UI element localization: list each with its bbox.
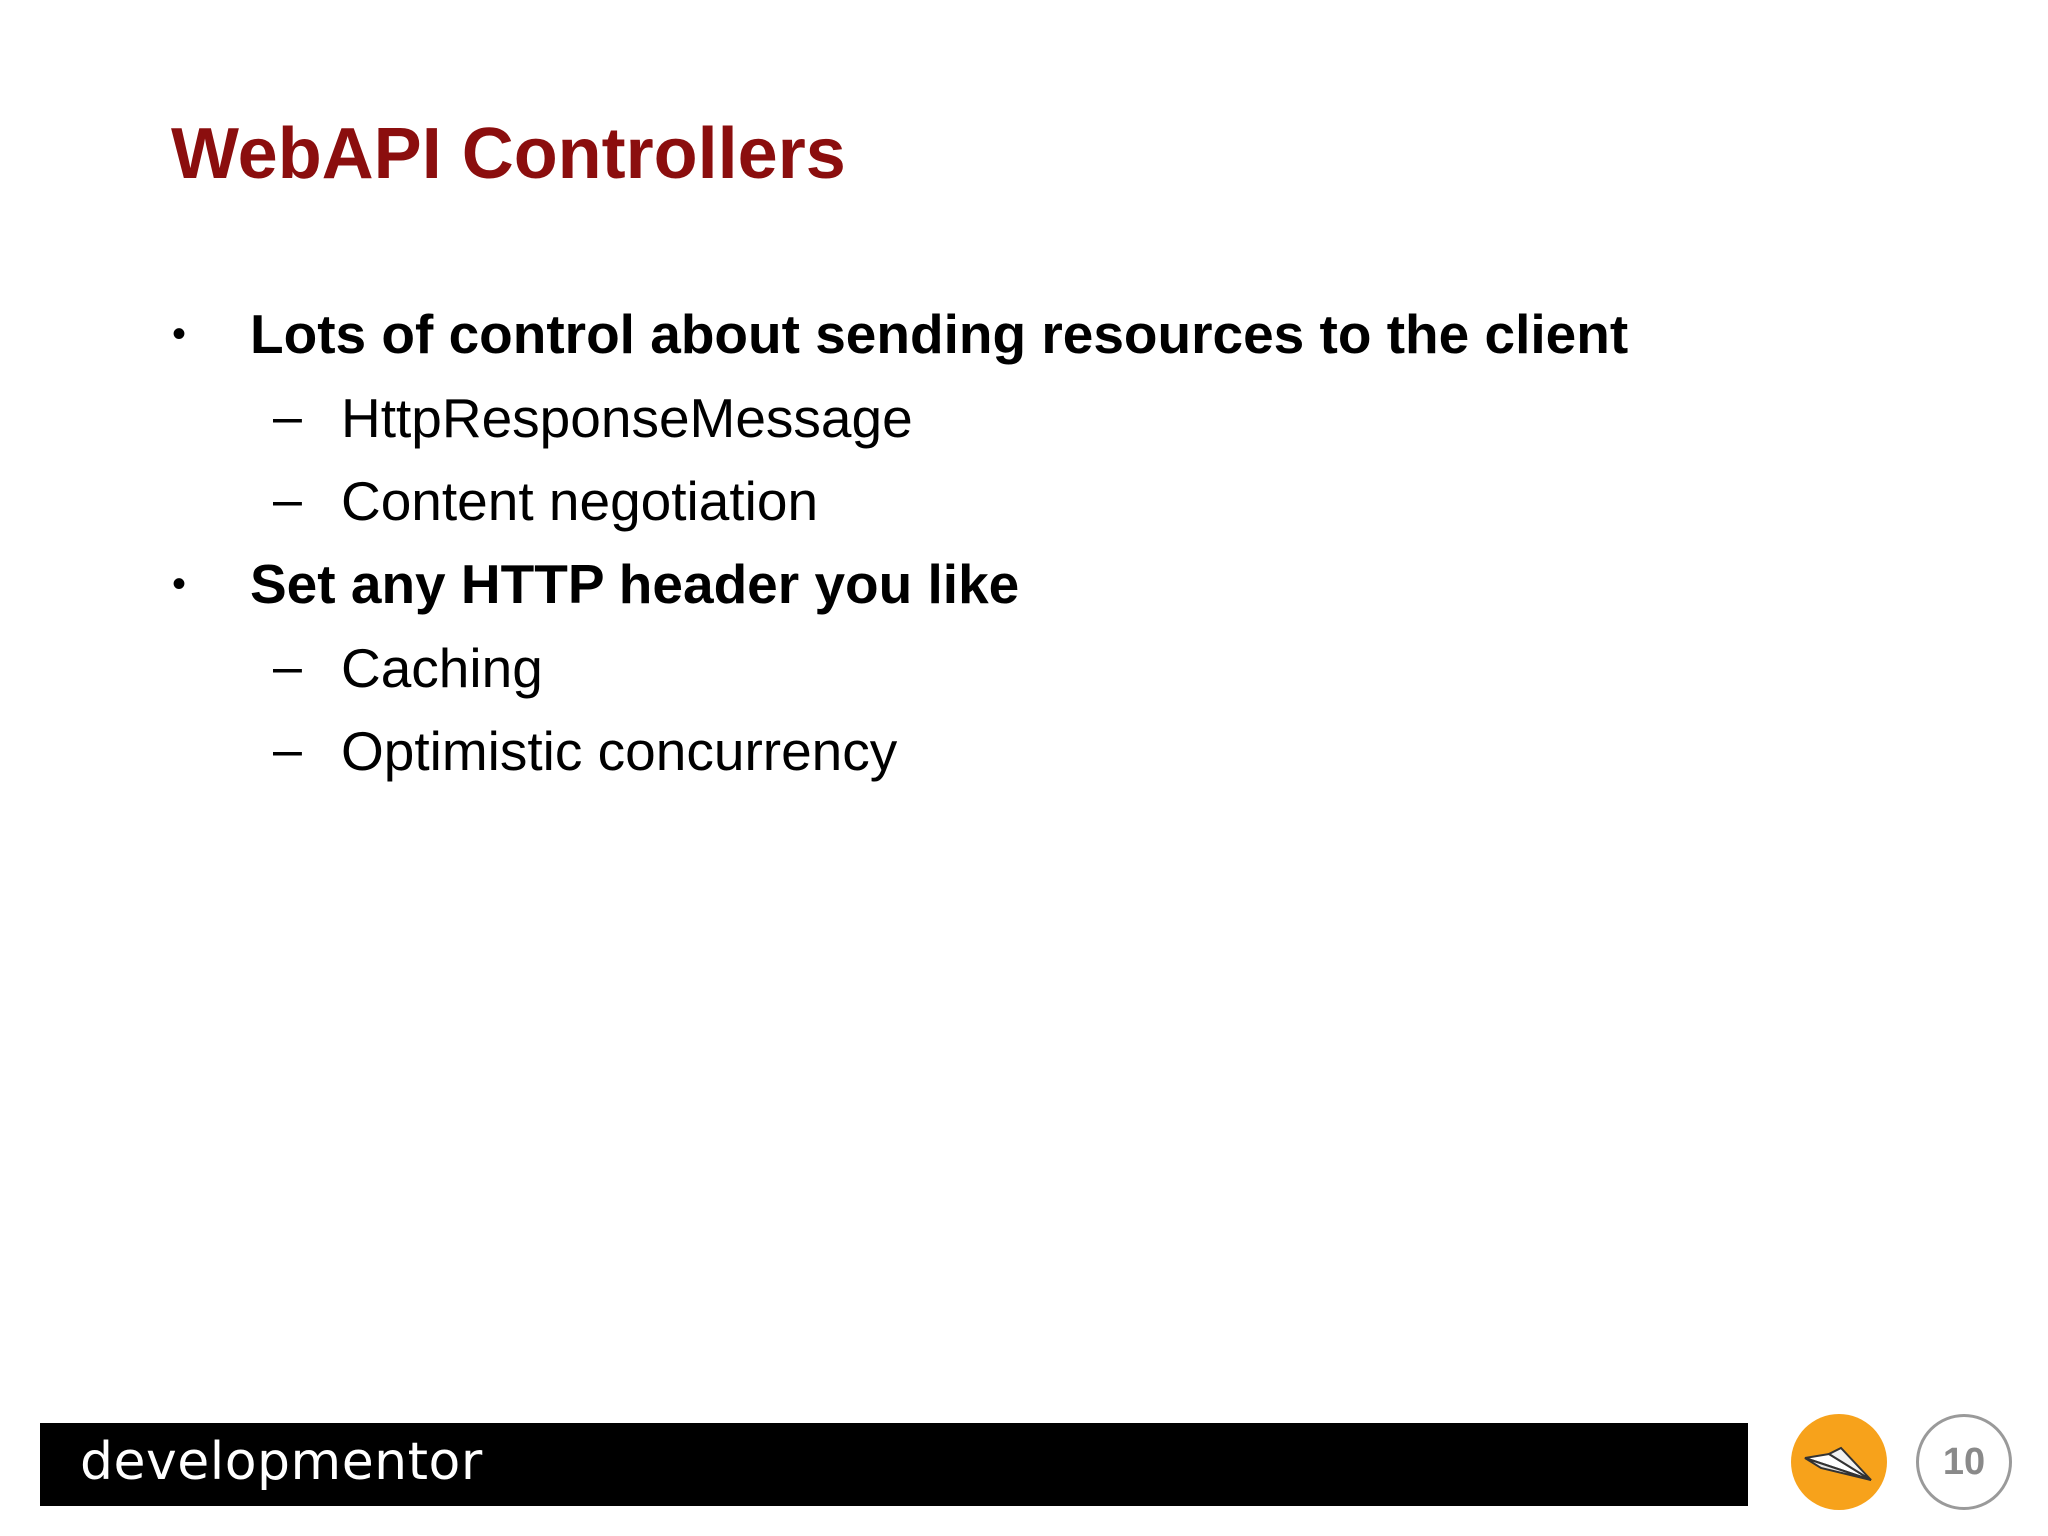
sub-bullet-text: Optimistic concurrency	[341, 720, 898, 782]
sub-bullet-marker: –	[273, 471, 302, 529]
sub-bullet-marker: –	[273, 388, 302, 446]
page-number: 10	[1916, 1414, 2012, 1510]
bullet-text: Set any HTTP header you like	[250, 553, 1020, 615]
footer-bar	[40, 1423, 1748, 1506]
sub-bullet-marker: –	[273, 638, 302, 696]
bullet-text: Lots of control about sending resources to the client	[250, 303, 1629, 365]
bullet-marker: •	[172, 562, 187, 606]
bullet-marker: •	[172, 312, 187, 356]
brand-name: developmentor	[80, 1432, 483, 1492]
sub-bullet-marker: –	[273, 721, 302, 779]
sub-bullet-text: Content negotiation	[341, 470, 819, 532]
sub-bullet-text: HttpResponseMessage	[341, 387, 913, 449]
sub-bullet-text: Caching	[341, 637, 543, 699]
paper-plane-graphic	[1791, 1414, 1887, 1510]
paper-plane-icon	[1791, 1414, 1887, 1510]
slide-title: WebAPI Controllers	[171, 114, 846, 194]
